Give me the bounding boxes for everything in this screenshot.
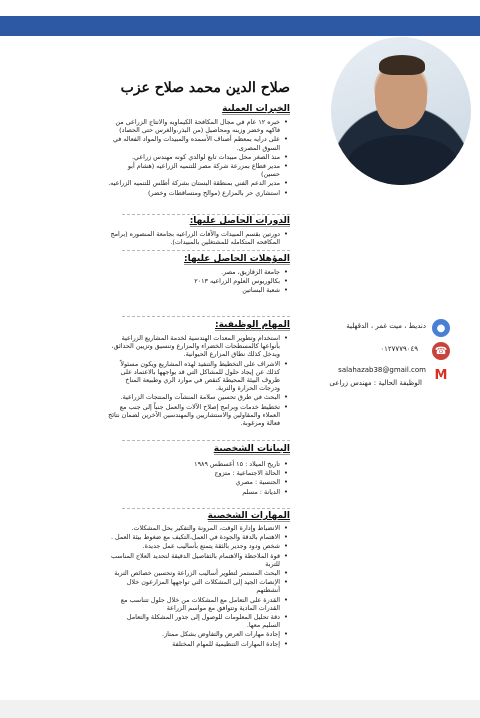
person-name: صلاح الدين محمد صلاح عزب	[120, 80, 290, 96]
list-item: • الاشراف على التخطيط والتنفيذ لهذه المشاريع ويكون مسئولاً كذلك عن إيجاد حلول للمشاكل التي قد يواجهها بالاعتماد على ظروف البيئة المحيطة كنقص في موارد الري وطبيعة المناخ ودرجات الحرارة والتربة.	[108, 360, 288, 393]
list-item: • تاريخ الميلاد : ١٥ أغسطس ١٩٨٩	[108, 460, 288, 468]
list-item: • دقة تحليل المعلومات للوصول إلى جذور المشكلة والتعامل السليم معها.	[108, 613, 288, 629]
divider	[122, 214, 290, 215]
list-item: • قوة الملاحظة والاهتمام بالتفاصيل الدقيقة لتحديد العلاج المناسب للتربة	[108, 552, 288, 568]
list-item: • مدير قطاع بمزرعة شركة مصر للتنميه الزراعيه (هشام أبو حسين)	[108, 162, 288, 178]
list-item: • استشاري حر بالمزارع (موالح ومتساقطات وخضر)	[108, 189, 288, 197]
experience-list	[108, 118, 288, 198]
list-item: • تخطيط خدمات وبرامج إصلاح الآلات والعمل جنباً إلى جنب مع العملاء والمقاولين والاستشاريين والمهندسين الآخرين لضمان نتائج فعالة ومرغوبة.	[108, 403, 288, 428]
list-item: • الديانة : مسلم	[108, 488, 288, 496]
skills-list	[108, 524, 288, 649]
list-item: • شخص ودود وجدير بالثقة يتمتع بأساليب عمل جديدة.	[108, 542, 288, 550]
section-title-skills: المهارات الشخصية	[207, 511, 290, 521]
qualifications-list	[108, 268, 288, 296]
list-item: • منذ الصغر محل مبيدات تابع لوالدي كونه مهندس زراعي.	[108, 153, 288, 161]
section-title-personal: البيانات الشخصية	[213, 444, 290, 454]
list-item: • الإنصات الجيد إلى المشكلات التي تواجهها المزارعون خلال أنشطتهم	[108, 578, 288, 594]
section-title-courses: الدورات الحاصل عليها:	[189, 216, 290, 226]
section-title-experience: الخبرات العملية	[222, 104, 290, 114]
section-title-duties: المهام الوظيفية:	[214, 320, 290, 330]
list-item: • مدير الدعم الفني بمنطقة البستان بشركة أطلس للتنميه الزراعيه.	[108, 179, 288, 187]
contact-address: دنديط ، ميت غمر ، الدقهلية	[346, 322, 426, 330]
top-accent-bar	[0, 16, 480, 36]
list-item: • البحث في طرق تحسين سلامة المنشآت والمنتجات الزراعية.	[108, 393, 288, 401]
current-job: الوظيفة الحالية : مهندس زراعى	[329, 379, 422, 387]
list-item: • الجنسية : مصري	[108, 478, 288, 486]
list-item: • استخدام وتطوير المعدات الهندسية لخدمة المشاريع الزراعية بأنواعها كالمسطحات الخضراء والمزارع وتنسيق وتزيين الحدائق، ويدخل كذلك نطاق المزارع الحيوانية.	[108, 334, 288, 359]
list-item: • جامعة الزقازيق، مصر.	[108, 268, 288, 276]
gmail-icon: M	[432, 366, 450, 384]
courses-list	[108, 230, 288, 247]
list-item: • إجادة المهارات التنظيمية للمهام المختلفة	[108, 640, 288, 648]
contact-email[interactable]: salahazab38@gmail.com	[338, 366, 426, 374]
contact-phone: ٠١٢٧٧٧٩٠٤٩	[380, 345, 418, 353]
list-item: • بكالوريوس العلوم الزراعيه ٢٠١٣	[108, 277, 288, 285]
list-item: • على درايه بمعظم أصناف الأسمده والمبيدات والمواد الفعاله في السوق المصرى.	[108, 135, 288, 151]
section-title-qualifications: المؤهلات الحاصل عليها:	[183, 254, 290, 264]
list-item: • الاهتمام بالدقة والجودة في العمل،التكيف مع ضغوط بيئة العمل .	[108, 533, 288, 541]
profile-photo	[331, 37, 471, 185]
phone-icon: ☎	[432, 342, 450, 360]
bottom-band	[0, 700, 480, 718]
list-item: • خبره ١٢ عام في مجال المكافحة الكيماويه والانتاج الزراعى من فاكهه وخضر وزينه ومحاصيل (من البذر،والغرس حتى الحصاد)	[108, 118, 288, 134]
list-item: • دورتين بقسم المبيدات والآفات الزراعيه بجامعة المنصوره (برامج المكافحه المتكامله للمشتغلين بالمبيدات).	[108, 230, 288, 246]
duties-list	[108, 334, 288, 428]
divider	[122, 250, 290, 251]
list-item: • الانضباط وإدارة الوقت، المرونة والتفكير بحل المشكلات.	[108, 524, 288, 532]
list-item: • إجادة مهارات العرض والتفاوض بشكل ممتاز.	[108, 630, 288, 638]
location-icon: ●	[432, 319, 450, 337]
list-item: • القدرة على التعامل مع المشكلات من خلال حلول تتناسب مع القدرات المادية وتتوافق مع مواسم الزراعة	[108, 596, 288, 612]
divider	[122, 316, 290, 317]
divider	[122, 508, 290, 509]
list-item: • الحالة الاجتماعية : متزوج	[108, 469, 288, 477]
personal-list	[108, 460, 288, 497]
list-item: • البحث المستمر لتطوير أساليب الزراعة وتحسين خصائص التربة	[108, 569, 288, 577]
divider	[122, 440, 290, 441]
list-item: • شعبة البساتين	[108, 286, 288, 294]
